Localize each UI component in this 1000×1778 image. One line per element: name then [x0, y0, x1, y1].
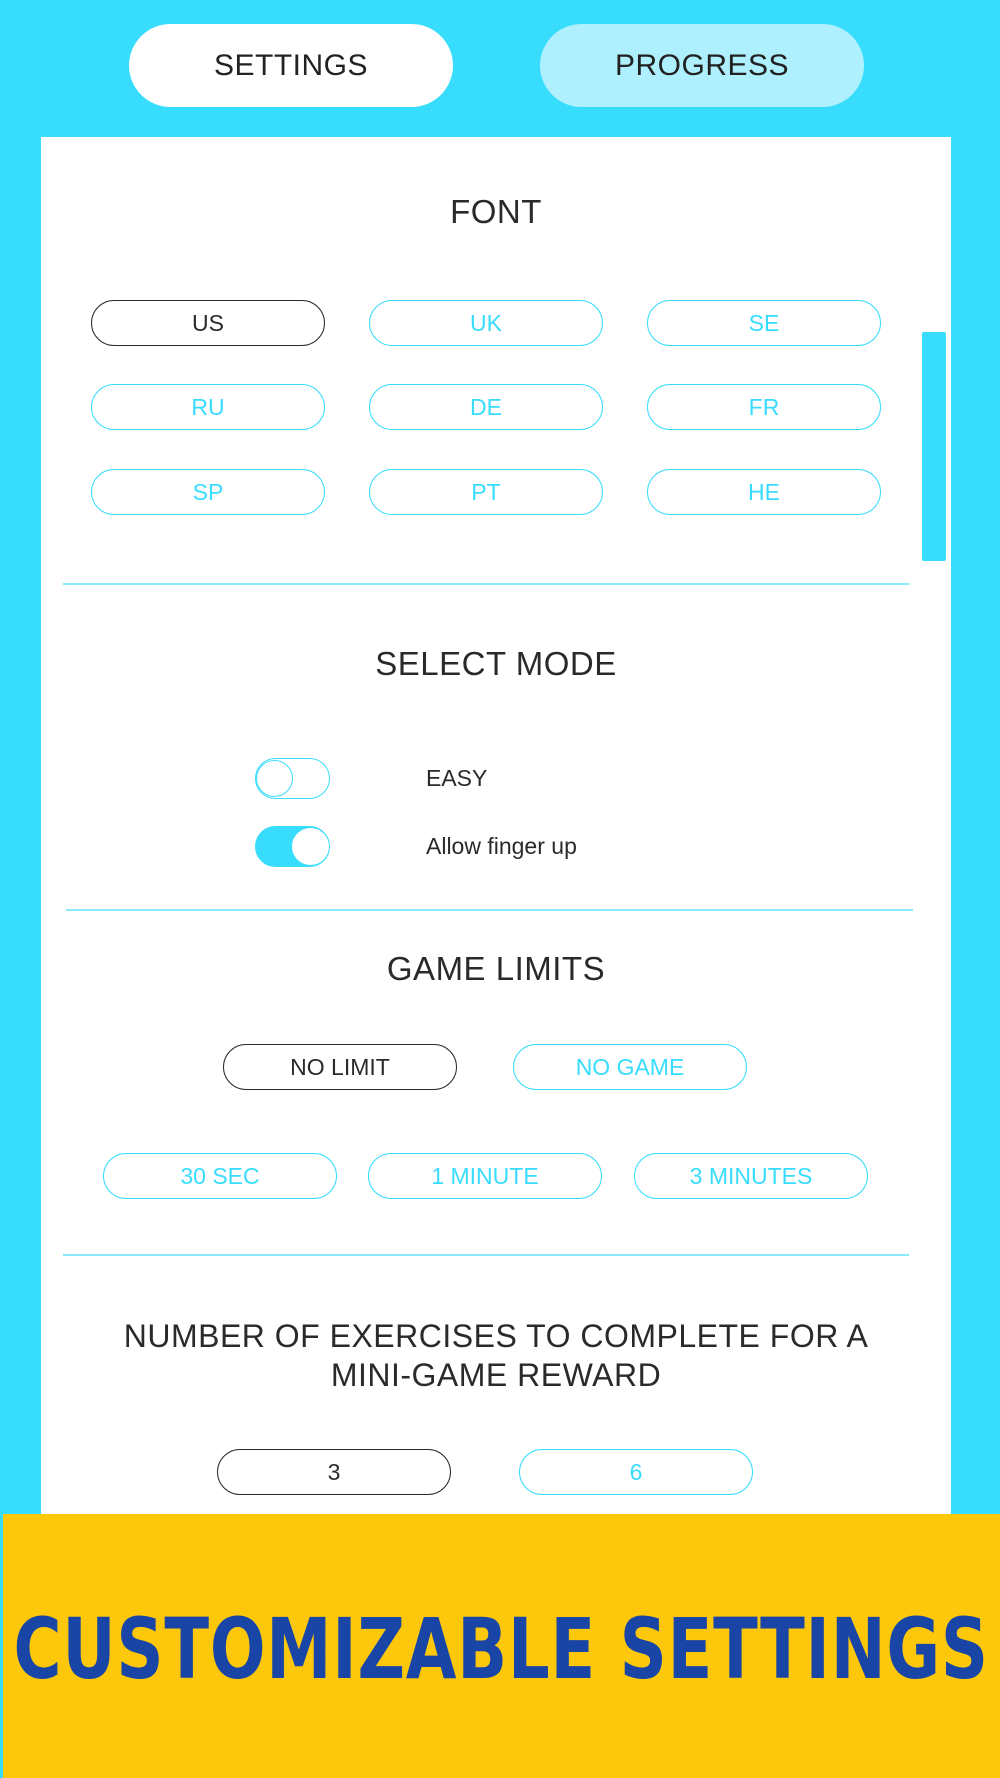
font-section-title: FONT	[450, 193, 542, 230]
easy-mode-label: EASY	[426, 765, 488, 791]
font-option-se[interactable]: SE	[647, 300, 881, 346]
settings-panel[interactable]	[41, 137, 951, 1537]
font-option-uk[interactable]: UK	[369, 300, 603, 346]
font-option-de[interactable]: DE	[369, 384, 603, 430]
font-option-sp[interactable]: SP	[91, 469, 325, 515]
section-divider	[66, 909, 913, 911]
limit-1-minute-option[interactable]: 1 MINUTE	[368, 1153, 602, 1199]
font-option-he[interactable]: HE	[647, 469, 881, 515]
allow-finger-up-label: Allow finger up	[426, 833, 577, 859]
mode-section-title: SELECT MODE	[375, 645, 617, 682]
tab-settings[interactable]: SETTINGS	[129, 24, 453, 107]
no-game-option[interactable]: NO GAME	[513, 1044, 747, 1090]
exercises-option-3[interactable]: 3	[217, 1449, 451, 1495]
toggle-knob	[256, 760, 293, 797]
limits-section-title: GAME LIMITS	[386, 950, 606, 987]
font-option-us[interactable]: US	[91, 300, 325, 346]
tab-progress[interactable]: PROGRESS	[540, 24, 864, 107]
limit-30-sec-option[interactable]: 30 SEC	[103, 1153, 337, 1199]
section-divider	[63, 583, 909, 585]
toggle-knob	[292, 828, 329, 865]
easy-mode-toggle[interactable]	[255, 758, 330, 799]
section-divider	[63, 1254, 909, 1256]
promo-banner	[3, 1514, 1000, 1778]
scrollbar-thumb[interactable]	[922, 332, 946, 561]
font-option-fr[interactable]: FR	[647, 384, 881, 430]
limit-3-minutes-option[interactable]: 3 MINUTES	[634, 1153, 868, 1199]
exercises-option-6[interactable]: 6	[519, 1449, 753, 1495]
no-limit-option[interactable]: NO LIMIT	[223, 1044, 457, 1090]
font-option-pt[interactable]: PT	[369, 469, 603, 515]
font-option-ru[interactable]: RU	[91, 384, 325, 430]
allow-finger-up-toggle[interactable]	[255, 826, 330, 867]
banner-title: CUSTOMIZABLE SETTINGS	[13, 1600, 990, 1698]
exercises-section-title: NUMBER OF EXERCISES TO COMPLETE FOR A MINI-GAME REWARD	[123, 1318, 869, 1393]
